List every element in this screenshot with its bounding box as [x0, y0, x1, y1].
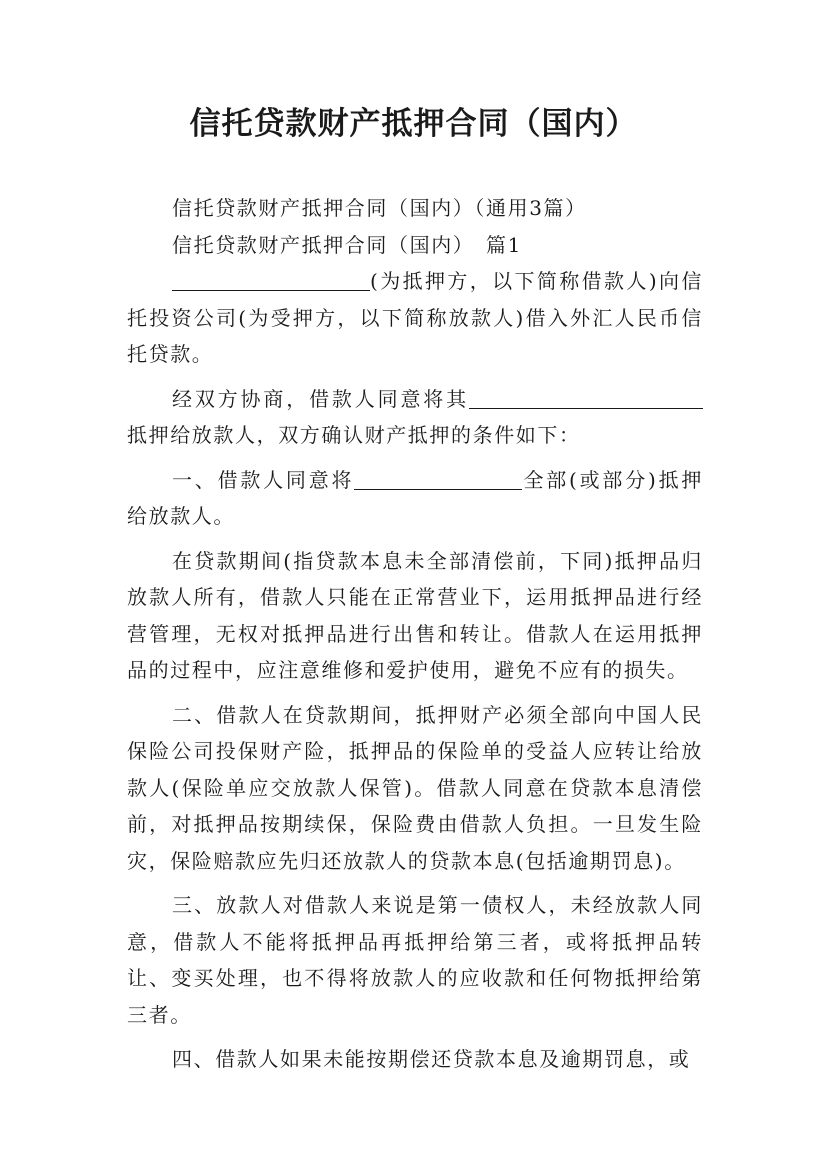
fill-blank-property: [469, 386, 703, 409]
part-heading: 信托贷款财产抵押合同（国内） 篇1: [172, 232, 522, 257]
paragraph-borrower-intro: [127, 263, 703, 373]
document-title: 信托贷款财产抵押合同（国内）: [189, 106, 638, 142]
paragraph-text: (为抵押方，以下简称借款人)向信托投资公司(为受押方，以下简称放款人)借入外汇人民币信托贷款。: [127, 269, 703, 366]
fill-blank-borrower: [172, 268, 370, 291]
clause-4: 四、借款人如果未能按期偿还贷款本息及逾期罚息，或: [172, 1047, 691, 1071]
fill-blank-collateral: [354, 467, 522, 490]
document-body: [127, 190, 703, 1078]
clause-1: [127, 462, 703, 535]
subtitle: 信托贷款财产抵押合同（国内）（通用3篇）: [172, 196, 587, 220]
clause-1-detail: 在贷款期间(指贷款本息未全部清偿前，下同)抵押品归放款人所有，借款人只能在正常营业下，运用抵押品进行经营管理，无权对抵押品进行出售和转让。借款人在运用抵押品的过程中，应注意维修和爱护使用，避免不应有的损失。: [127, 548, 703, 682]
paragraph-text: 一、借款人同意将: [172, 467, 355, 492]
paragraph-text: 抵押给放款人，双方确认财产抵押的条件如下：: [127, 423, 581, 447]
paragraph-text: 全部(或部分)抵押给放款人。: [127, 467, 703, 528]
clause-3: 三、放款人对借款人来说是第一债权人，未经放款人同意，借款人不能将抵押品再抵押给第三者，或将抵押品转让、变买处理，也不得将放款人的应收款和任何物抵押给第三者。: [127, 893, 703, 1027]
clause-2: 二、借款人在贷款期间，抵押财产必须全部向中国人民保险公司投保财产险，抵押品的保险单的受益人应转让给放款人(保险单应交放款人保管)。借款人同意在贷款本息清偿前，对抵押品按期续保，保险费由借款人负担。一旦发生险灾，保险赔款应先归还放款人的贷款本息(包括逾期罚息)。: [127, 702, 703, 873]
paragraph-text: 经双方协商，借款人同意将其: [172, 386, 469, 411]
paragraph-agreement: [127, 381, 703, 454]
